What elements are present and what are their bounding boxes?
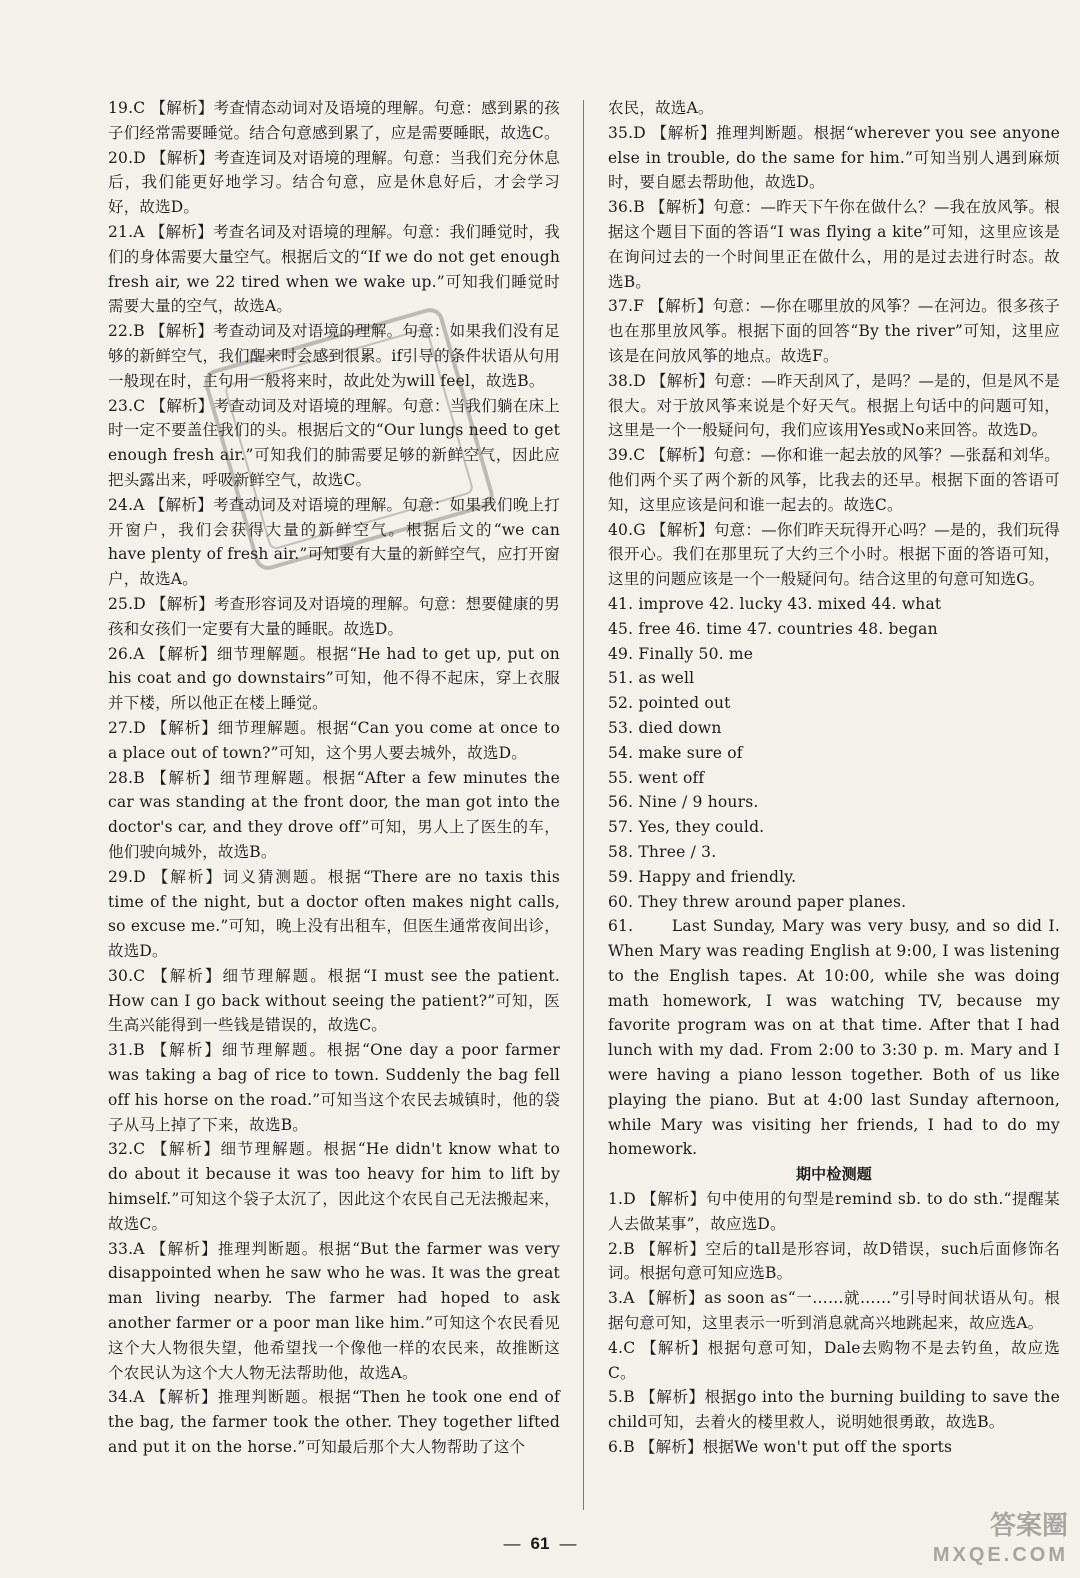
- essay-text: Last Sunday, Mary was very busy, and so did I. When Mary was reading English at 9:00, I was listening to the English tapes. At 10:00, while she was doing math homework, I was watching TV, because my favorite program was on at that time. After that I had lunch with my dad. From 2:00 to 3:30 p. m. Mary and I were having a piano lesson together. Both of us like playing the piano. But at 4:00 last Sunday afternoon, while Mary was visiting her friends, I had to do my homework.: [608, 917, 1060, 1159]
- answer-item-57: 57. Yes, they could.: [608, 818, 765, 837]
- watermark-logo-text: 答案圈: [989, 1510, 1068, 1540]
- footer-dash-right: —: [559, 1534, 577, 1553]
- midterm-item-5: 5.B 【解析】根据go into the burning building to save the child可知，去着火的楼里救人，说明她很勇敢，故选B。: [608, 1388, 1060, 1432]
- answer-items-41-44: 41. improve 42. lucky 43. mixed 44. what: [608, 594, 942, 613]
- answer-item-59: 59. Happy and friendly.: [608, 867, 797, 886]
- answer-item-20: 20.D 【解析】考查连词及对语境的理解。句意：当我们充分休息后，我们能更好地学习。结合句意，应是休息好后，才会学习好，故选D。: [108, 148, 560, 217]
- answer-item-27: 27.D 【解析】细节理解题。根据“Can you come at once to a place out of town?”可知，这个男人要去城外，故选D。: [108, 718, 560, 762]
- answer-item-53: 53. died down: [608, 718, 722, 737]
- answer-items-49-50: 49. Finally 50. me: [608, 644, 754, 663]
- answer-item-35: 35.D 【解析】推理判断题。根据“wherever you see anyone else in trouble, do the same for him.”可知当别人遇到麻烦时，要自愿去帮助他，故选D。: [608, 123, 1060, 192]
- answer-item-26: 26.A 【解析】细节理解题。根据“He had to get up, put on his coat and go downstairs”可知，他不得不起床，穿上衣服并下楼，所以他正在楼上睡觉。: [108, 644, 560, 713]
- answer-item-58: 58. Three / 3.: [608, 842, 717, 861]
- answer-item-21: 21.A 【解析】考查名词及对语境的理解。句意：我们睡觉时，我们的身体需要大量空气。根据后文的“If we do not get enough fresh air, we 22 tired when we wake up.”可知我们睡觉时需要大量的空气，故选A。: [108, 222, 560, 316]
- answer-item-61: [608, 914, 1060, 1162]
- midterm-item-1: 1.D 【解析】句中使用的句型是remind sb. to do sth.“提醒某人去做某事”，故应选D。: [608, 1190, 1060, 1233]
- answer-item-60: 60. They threw around paper planes.: [608, 892, 907, 911]
- answer-item-25: 25.D 【解析】考查形容词及对语境的理解。句意：想要健康的男孩和女孩们一定要有大量的睡眠。故选D。: [108, 594, 560, 638]
- answer-item-22: 22.B 【解析】考查动词及对语境的理解。句意：如果我们没有足够的新鲜空气，我们醒来时会感到很累。if引导的条件状语从句用一般现在时，主句用一般将来时，故此处为will feel，故选B。: [108, 322, 560, 390]
- answer-item-34: 34.A 【解析】推理判断题。根据“Then he took one end of the bag, the farmer took the other. They together lifted and put it on the horse.”可知最后那个大人物帮助了这个: [108, 1388, 560, 1457]
- midterm-item-2: 2.B 【解析】空后的tall是形容词，故D错误，such后面修饰名词。根据句意可知应选B。: [608, 1239, 1060, 1283]
- answer-item-24: 24.A 【解析】考查动词及对语境的理解。句意：如果我们晚上打开窗户，我们会获得大量的新鲜空气。根据后文的“we can have plenty of fresh air.”可知要有大量的新鲜空气，应打开窗户，故选A。: [108, 495, 560, 589]
- answer-item-54: 54. make sure of: [608, 743, 743, 762]
- midterm-item-6: 6.B 【解析】根据We won't put off the sports: [608, 1438, 953, 1457]
- answer-item-28: 28.B 【解析】细节理解题。根据“After a few minutes the car was standing at the front door, the man got into the doctor's car, and they drove off”可知，男人上了医生的车，他们驶向城外，故选B。: [108, 768, 560, 861]
- essay-label: 61.: [608, 917, 634, 936]
- answer-items-45-48: 45. free 46. time 47. countries 48. began: [608, 619, 938, 638]
- answer-item-33: 33.A 【解析】推理判断题。根据“But the farmer was very disappointed when he saw who he was. It was the great man living nearby. The farmer had hoped to ask another farmer or a poor man like him.”可知这个农民看见这个大人物很失望，他希望找一个像他一样的农民来，故推断这个农民认为这个大人物无法帮助他，故选A。: [108, 1239, 560, 1382]
- answer-item-51: 51. as well: [608, 669, 695, 688]
- answer-item-30: 30.C 【解析】细节理解题。根据“I must see the patient. How can I go back without seeing the patient?”可知，医生高兴能得到一些钱是错误的，故选C。: [108, 966, 560, 1035]
- answer-item-36: 36.B 【解析】句意：—昨天下午你在做什么？—我在放风筝。根据这个题目下面的答语“I was flying a kite”可知，这里应该是在询问过去的一个时间里正在做什么，用的是过去进行时态。故选B。: [608, 198, 1060, 291]
- left-column: [108, 96, 560, 1460]
- midterm-section-title: 期中检测题: [795, 1165, 872, 1184]
- answer-item-37: 37.F 【解析】句意：—你在哪里放的风筝？—在河边。很多孩子也在那里放风筝。根据下面的回答“By the river”可知，这里应该是在问放风筝的地点。故选F。: [608, 297, 1060, 365]
- answer-item-19: 19.C 【解析】考查情态动词对及语境的理解。句意：感到累的孩子们经常需要睡觉。结合句意感到累了，应是需要睡眠，故选C。: [108, 99, 560, 142]
- answer-item-38: 38.D 【解析】句意：—昨天刮风了，是吗？—是的，但是风不是很大。对于放风筝来说是个好天气。根据上句话中的问题可知，这里是一个一般疑问句，我们应该用Yes或No来回答。故选D。: [608, 371, 1060, 440]
- answer-item-34-cont: 农民，故选A。: [608, 99, 714, 117]
- answer-item-52: 52. pointed out: [608, 694, 731, 713]
- answer-item-23: 23.C 【解析】考查动词及对语境的理解。句意：当我们躺在床上时一定不要盖住我们的头。根据后文的“Our lungs need to get enough fresh air.”可知我们的肺需要足够的新鲜空气，因此应把头露出来，呼吸新鲜空气，故选C。: [108, 396, 560, 489]
- right-column: [608, 96, 1060, 1460]
- answer-item-29: 29.D 【解析】词义猜测题。根据“There are no taxis this time of the night, but a doctor often makes night calls, so excuse me.”可知，晚上没有出租车，但医生通常夜间出诊，故选D。: [108, 867, 560, 961]
- midterm-item-4: 4.C 【解析】根据句意可知，Dale去购物不是去钓鱼，故应选C。: [608, 1338, 1060, 1382]
- footer-dash-left: —: [503, 1534, 521, 1553]
- answer-item-56: 56. Nine / 9 hours.: [608, 793, 759, 812]
- site-watermark: [868, 1510, 1068, 1570]
- page-number: 61: [530, 1534, 550, 1553]
- answer-item-31: 31.B 【解析】细节理解题。根据“One day a poor farmer was taking a bag of rice to town. Suddenly the bag fell off his horse on the road.”可知当这个农民去城镇时，他的袋子从马上掉了下来，故选B。: [108, 1041, 560, 1134]
- answer-item-55: 55. went off: [608, 768, 705, 787]
- watermark-url-text: MXQE.COM: [932, 1544, 1068, 1566]
- answer-item-39: 39.C 【解析】句意：—你和谁一起去放的风筝？—张磊和刘华。他们两个买了两个新的风筝，比我去的还早。根据下面的答语可知，这里应该是问和谁一起去的。故选C。: [608, 446, 1060, 514]
- midterm-item-3: 3.A 【解析】as soon as“一……就……”引导时间状语从句。根据句意可知，这里表示一听到消息就高兴地跳起来，故应选A。: [608, 1289, 1060, 1333]
- column-divider: [583, 100, 584, 1510]
- answer-item-32: 32.C 【解析】细节理解题。根据“He didn't know what to do about it because it was too heavy for him to lift by himself.”可知这个袋子太沉了，因此这个农民自己无法搬起来，故选C。: [108, 1140, 560, 1233]
- answer-item-40: 40.G 【解析】句意：—你们昨天玩得开心吗？—是的，我们玩得很开心。我们在那里玩了大约三个小时。根据下面的答语可知，这里的问题应该是一个一般疑问句。结合这里的句意可知选G。: [608, 520, 1060, 589]
